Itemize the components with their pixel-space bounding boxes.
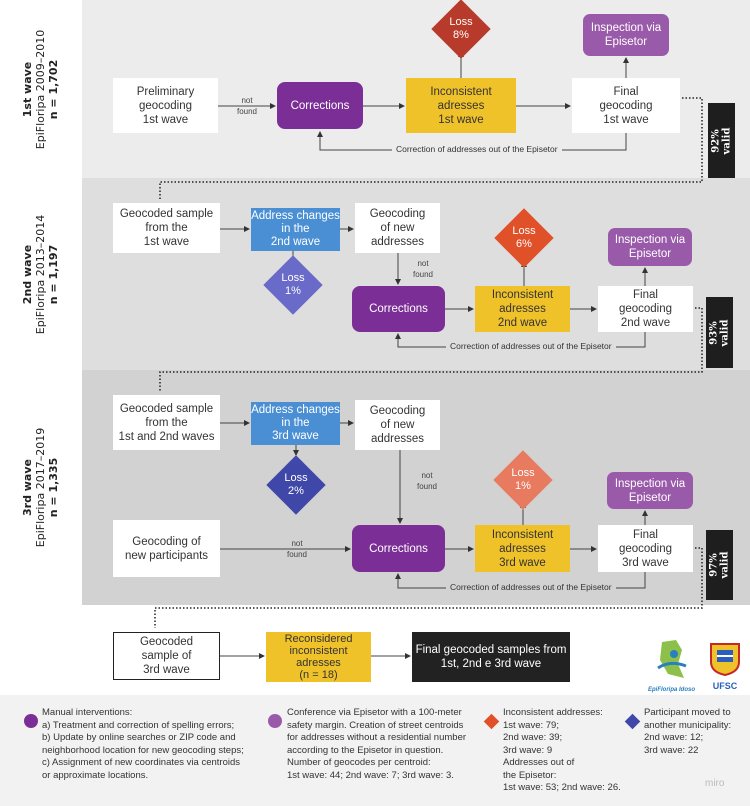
wave2-label: 2nd wave EpiFloripa 2013–2014 n = 1,197 xyxy=(0,178,82,370)
loss-label: Loss 1% xyxy=(511,467,535,492)
reconsidered-addresses: Reconsidered inconsistent adresses (n = 18) xyxy=(266,632,371,682)
inconsistent-addresses: Inconsistent adresses 3rd wave xyxy=(475,525,570,572)
valid-badge: 92% valid xyxy=(708,103,735,178)
loss-label: Loss 6% xyxy=(512,225,536,250)
preliminary-geocoding: Preliminary geocoding 1st wave xyxy=(113,78,218,133)
miro-watermark: miro xyxy=(705,778,725,789)
valid-badge: 93% valid xyxy=(706,297,733,368)
loss-label: Loss 8% xyxy=(449,16,473,41)
inconsistent-addresses: Inconsistent adresses 2nd wave xyxy=(475,286,570,332)
loop-label: Correction of addresses out of the Episetor xyxy=(446,582,616,592)
inspection-box: Inspection via Episetor xyxy=(607,472,693,509)
valid-badge: 97% valid xyxy=(706,530,733,600)
geocoded-sample-3rd-wave: Geocoded sample of 3rd wave xyxy=(113,632,220,680)
final-geocoded-samples: Final geocoded samples from 1st, 2nd e 3rd wave xyxy=(412,632,570,682)
legend-manual-interventions: Manual interventions: a) Treatment and correction of spelling errors; b) Update by online searches or ZIP code and neighborhood location for new geocoding steps; c) Assignment of new coordinates via centroids or approximate locations. xyxy=(42,707,244,781)
light-purple-circle-icon xyxy=(268,714,282,728)
inconsistent-addresses: Inconsistent adresses 1st wave xyxy=(406,78,516,133)
corrections-box: Corrections xyxy=(352,525,445,572)
not-found-label: not found xyxy=(286,539,308,559)
geocoding-new-addresses: Geocoding of new addresses xyxy=(355,203,440,253)
dark-purple-circle-icon xyxy=(24,714,38,728)
wave3-label: 3rd wave EpiFloripa 2017–2019 n = 1,335 xyxy=(0,370,82,605)
loop-label: Correction of addresses out of the Episetor xyxy=(446,341,616,351)
geocoding-new-participants: Geocoding of new participants xyxy=(113,520,220,577)
loop-label: Correction of addresses out of the Episetor xyxy=(392,144,562,154)
geocoded-sample: Geocoded sample from the 1st and 2nd waves xyxy=(113,395,220,450)
geocoding-new-addresses: Geocoding of new addresses xyxy=(355,400,440,450)
not-found-label: not found xyxy=(236,96,258,116)
epifloripa-logo: EpiFloripa Idoso xyxy=(648,638,698,690)
final-geocoding: Final geocoding 2nd wave xyxy=(598,286,693,332)
address-changes: Address changes in the 3rd wave xyxy=(251,402,340,445)
final-geocoding: Final geocoding 3rd wave xyxy=(598,525,693,572)
address-changes: Address changes in the 2nd wave xyxy=(251,208,340,251)
legend-moved: Participant moved to another municipality: 2nd wave: 12; 3rd wave: 22 xyxy=(644,707,732,756)
geocoded-sample: Geocoded sample from the 1st wave xyxy=(113,203,220,253)
legend-conference: Conference via Episetor with a 100-meter safety margin. Creation of street centroids for addresses without a residential number according to the Episetor in question. Number of geocodes per centroid: 1st wave: 44; 2nd wave: 7; 3rd wave: 3. xyxy=(287,707,467,781)
not-found-label: not found xyxy=(412,259,434,279)
wave1-label: 1st wave EpiFloripa 2009–2010 n = 1,702 xyxy=(0,0,82,178)
inspection-box: Inspection via Episetor xyxy=(608,228,692,266)
not-found-label: not found xyxy=(416,471,438,491)
inspection-box: Inspection via Episetor xyxy=(583,14,669,56)
corrections-box: Corrections xyxy=(277,82,363,129)
ufsc-logo: UFSC xyxy=(705,640,745,690)
moved-loss-label: Loss 1% xyxy=(281,272,305,297)
legend-inconsistent: Inconsistent addresses: 1st wave: 79; 2nd wave: 39; 3rd wave: 9 Addresses out of the Episetor: 1st wave: 53; 2nd wave: 26. xyxy=(503,707,621,793)
moved-loss-label: Loss 2% xyxy=(284,472,308,497)
corrections-box: Corrections xyxy=(352,286,445,332)
final-geocoding: Final geocoding 1st wave xyxy=(572,78,680,133)
